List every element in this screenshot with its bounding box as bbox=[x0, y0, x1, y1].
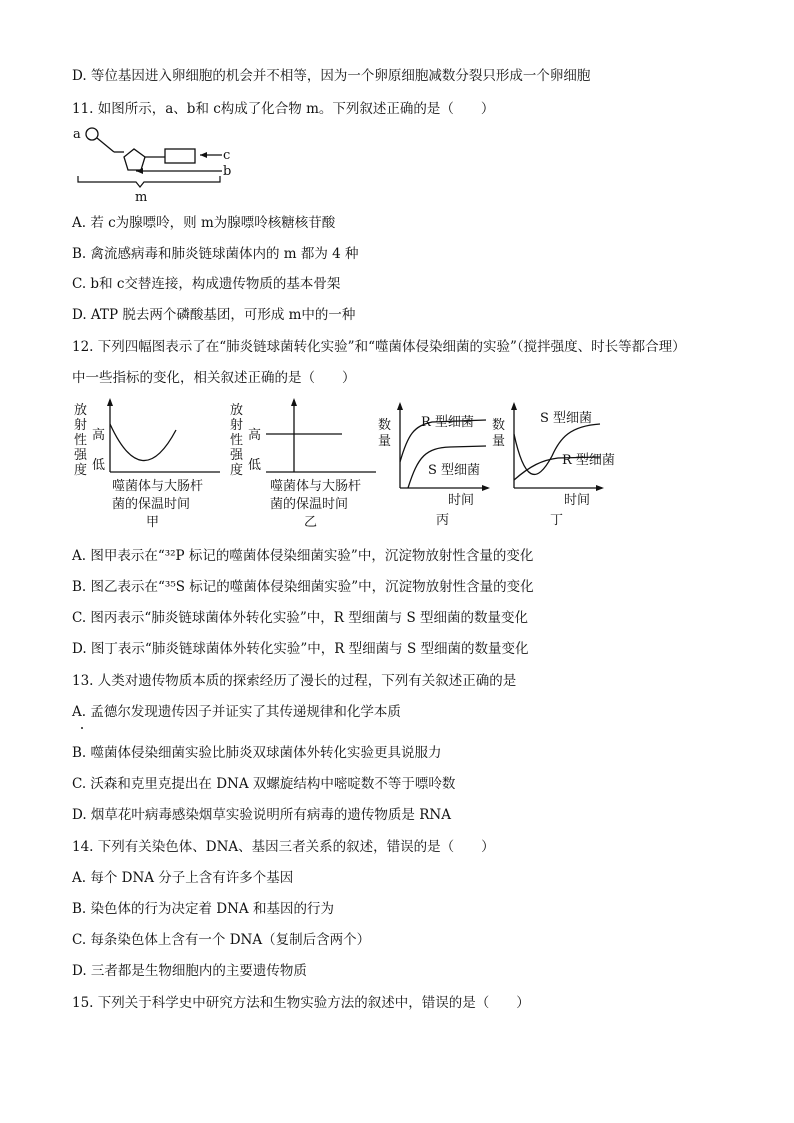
yi-ylabel-1: 射 bbox=[230, 418, 244, 433]
nucleotide-diagram bbox=[70, 122, 250, 204]
jia-ylabel-1: 射 bbox=[74, 418, 88, 433]
q12-option-c: C. 图丙表示“肺炎链球菌体外转化实验”中，R 型细菌与 S 型细菌的数量变化 bbox=[72, 610, 529, 626]
yi-xlabel-1: 噬菌体与大肠杆 bbox=[270, 479, 362, 494]
q13-stem: 13. 人类对遗传物质本质的探索经历了漫长的过程，下列有关叙述正确的是 bbox=[72, 673, 517, 689]
yi-low: 低 bbox=[248, 458, 262, 473]
q12-stem-2: 中一些指标的变化，相关叙述正确的是（ ） bbox=[72, 370, 356, 386]
pentose-pentagon bbox=[124, 149, 145, 170]
q13-option-c: C. 沃森和克里克提出在 DNA 双螺旋结构中嘧啶数不等于嘌呤数 bbox=[72, 776, 456, 792]
jia-curve bbox=[110, 424, 176, 461]
q12-option-d: D. 图丁表示“肺炎链球菌体外转化实验”中，R 型细菌与 S 型细菌的数量变化 bbox=[72, 641, 529, 657]
label-c: c bbox=[223, 148, 231, 163]
yi-high: 高 bbox=[248, 428, 262, 443]
label-m: m bbox=[135, 190, 148, 204]
jia-xlabel-1: 噬菌体与大肠杆 bbox=[112, 479, 204, 494]
q13-option-d: D. 烟草花叶病毒感染烟草实验说明所有病毒的遗传物质是 RNA bbox=[72, 807, 451, 823]
jia-ylabel-3: 强 bbox=[74, 448, 88, 463]
ding-xlabel: 时间 bbox=[564, 493, 591, 508]
q15-stem: 15. 下列关于科学史中研究方法和生物实验方法的叙述中，错误的是（ ） bbox=[72, 995, 530, 1011]
q14-option-a: A. 每个 DNA 分子上含有许多个基因 bbox=[72, 870, 294, 886]
ding-caption: 丁 bbox=[550, 513, 564, 528]
yi-ylabel-0: 放 bbox=[230, 403, 244, 418]
label-b: b bbox=[223, 164, 232, 179]
bing-caption: 丙 bbox=[436, 513, 450, 528]
bing-xlabel: 时间 bbox=[448, 493, 475, 508]
jia-caption: 甲 bbox=[146, 515, 160, 530]
q12-option-b: B. 图乙表示在“³⁵S 标记的噬菌体侵染细菌实验”中，沉淀物放射性含量的变化 bbox=[72, 579, 534, 595]
q12-option-a: A. 图甲表示在“³²P 标记的噬菌体侵染细菌实验”中，沉淀物放射性含量的变化 bbox=[72, 548, 534, 564]
yi-xlabel-2: 菌的保温时间 bbox=[270, 497, 349, 512]
q13-option-a: A. 孟德尔发现遗传因子并证实了其传递规律和化学本质 bbox=[72, 704, 401, 720]
jia-high: 高 bbox=[92, 428, 106, 443]
q11-option-b: B. 禽流感病毒和肺炎链球菌体内的 m 都为 4 种 bbox=[72, 246, 359, 262]
yi-ylabel-2: 性 bbox=[230, 433, 244, 448]
q11-option-a: A. 若 c为腺嘌呤，则 m为腺嘌呤核糖核苷酸 bbox=[72, 215, 336, 231]
q10-option-d: D. 等位基因进入卵细胞的机会并不相等，因为一个卵原细胞减数分裂只形成一个卵细胞 bbox=[72, 68, 591, 84]
yi-ylabel-4: 度 bbox=[230, 463, 244, 478]
bing-curve2-label: S 型细菌 bbox=[428, 463, 481, 478]
yi-ylabel-3: 强 bbox=[230, 448, 244, 463]
jia-ylabel-4: 度 bbox=[74, 463, 88, 478]
stray-dot bbox=[81, 727, 83, 729]
graph-yi bbox=[226, 398, 386, 533]
q11-option-c: C. b和 c交替连接，构成遗传物质的基本骨架 bbox=[72, 276, 341, 292]
bing-ylabel-0: 数 bbox=[378, 418, 392, 433]
brace-m bbox=[78, 176, 220, 187]
yi-caption: 乙 bbox=[304, 515, 318, 530]
ding-ylabel-1: 量 bbox=[492, 434, 506, 449]
jia-ylabel-0: 放 bbox=[74, 403, 88, 418]
graph-ding bbox=[490, 400, 620, 535]
q14-option-c: C. 每条染色体上含有一个 DNA（复制后含两个） bbox=[72, 932, 371, 948]
q12-stem: 12. 下列四幅图表示了在“肺炎链球菌转化实验”和“噬菌体侵染细菌的实验”（搅拌强度、时长等都合理） bbox=[72, 339, 686, 355]
base-rectangle bbox=[165, 149, 195, 163]
q13-option-b: B. 噬菌体侵染细菌实验比肺炎双球菌体外转化实验更具说服力 bbox=[72, 745, 442, 761]
q11-stem: 11. 如图所示，a、b和 c构成了化合物 m。下列叙述正确的是（ ） bbox=[72, 101, 495, 117]
graph-jia bbox=[70, 398, 230, 533]
q14-option-b: B. 染色体的行为决定着 DNA 和基因的行为 bbox=[72, 901, 334, 917]
jia-ylabel-2: 性 bbox=[74, 433, 88, 448]
bing-ylabel-1: 量 bbox=[378, 434, 392, 449]
phosphate-circle bbox=[86, 128, 98, 140]
bing-curve1-label: R 型细菌 bbox=[421, 415, 474, 430]
jia-low: 低 bbox=[92, 458, 106, 473]
ding-curve1-label: S 型细菌 bbox=[540, 411, 593, 426]
ding-curve2-label: R 型细菌 bbox=[562, 453, 615, 468]
jia-xlabel-2: 菌的保温时间 bbox=[112, 497, 191, 512]
q11-option-d: D. ATP 脱去两个磷酸基团，可形成 m中的一种 bbox=[72, 307, 356, 323]
q14-stem: 14. 下列有关染色体、DNA、基因三者关系的叙述，错误的是（ ） bbox=[72, 839, 495, 855]
q14-option-d: D. 三者都是生物细胞内的主要遗传物质 bbox=[72, 963, 307, 979]
ding-ylabel-0: 数 bbox=[492, 418, 506, 433]
graph-bing bbox=[374, 400, 498, 535]
label-a: a bbox=[73, 127, 81, 142]
